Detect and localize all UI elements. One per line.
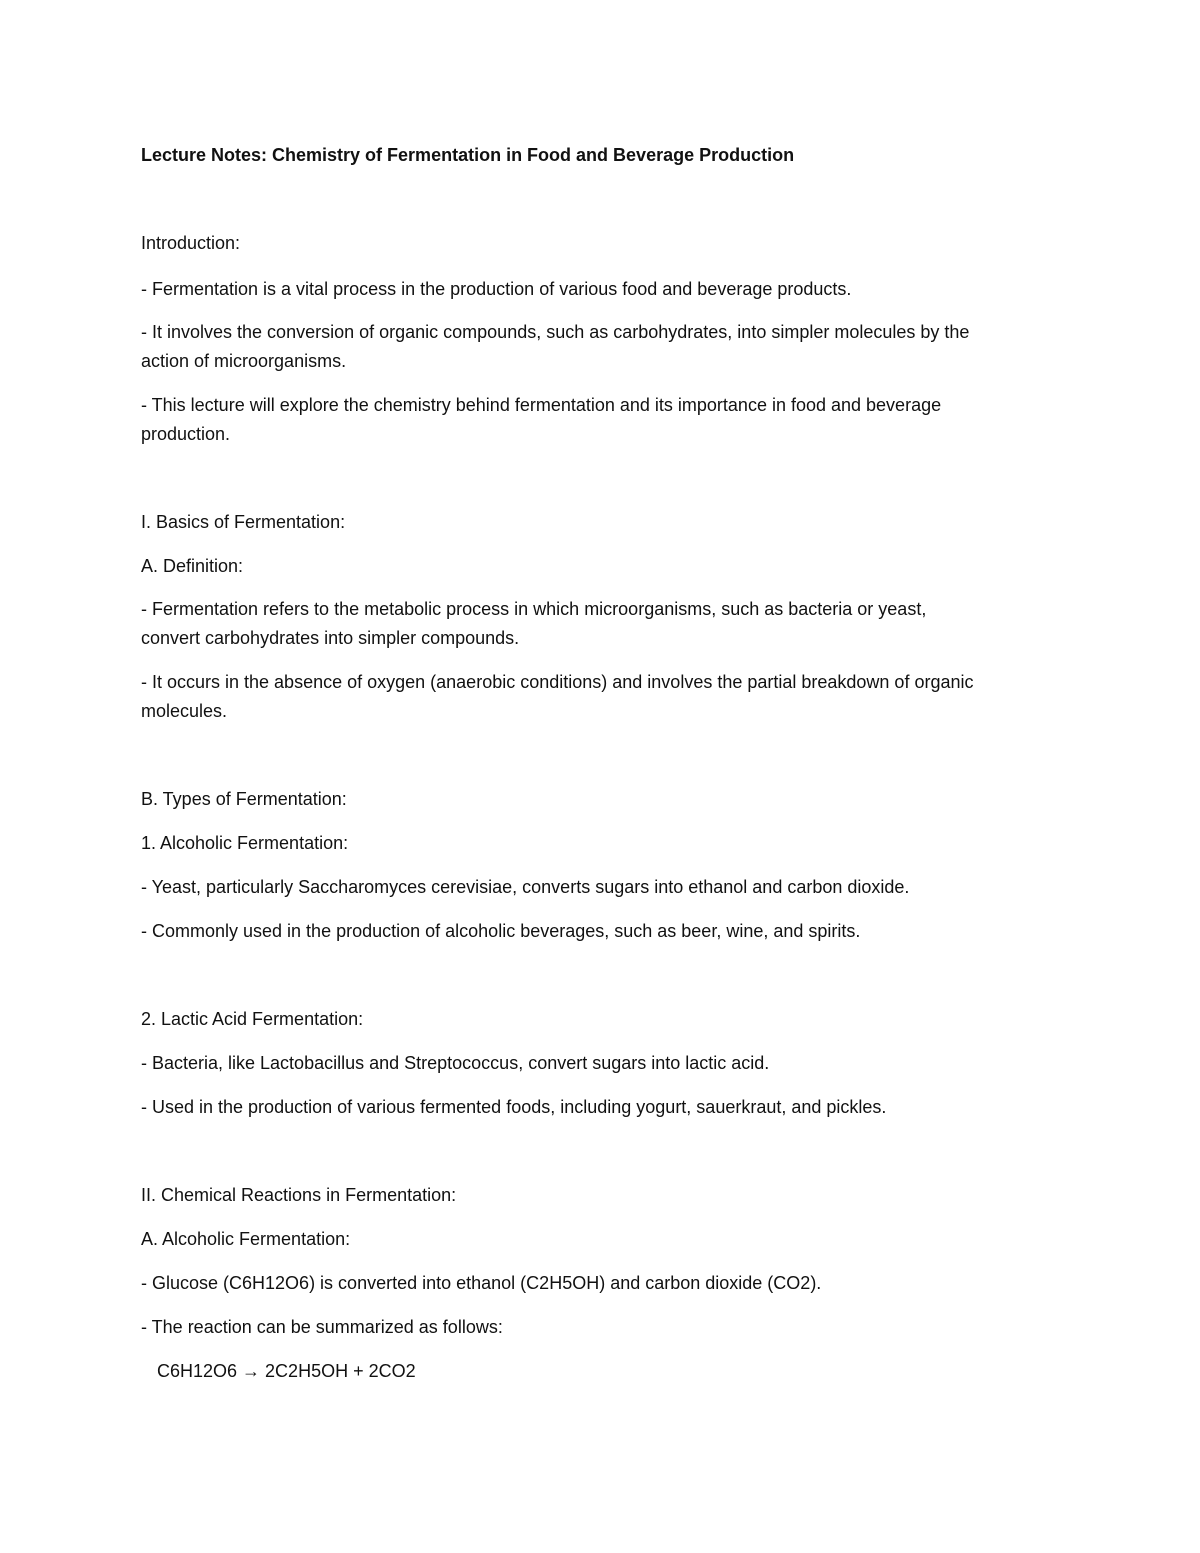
reaction-alcoholic-heading: A. Alcoholic Fermentation:	[141, 1229, 351, 1249]
lactic-fermentation-heading: 2. Lactic Acid Fermentation:	[141, 1009, 364, 1029]
document-page	[141, 0, 1061, 1553]
intro-bullet-1: - Fermentation is a vital process in the production of various food and beverage products.	[141, 279, 852, 299]
intro-bullet-2-line-1: - It involves the conversion of organic compounds, such as carbohydrates, into simpler molecules by the	[141, 322, 970, 342]
lactic-bullet-2: - Used in the production of various fermented foods, including yogurt, sauerkraut, and pickles.	[141, 1097, 887, 1117]
document-title: Lecture Notes: Chemistry of Fermentation in Food and Beverage Production	[141, 145, 795, 165]
reaction-bullet-2: - The reaction can be summarized as follows:	[141, 1317, 503, 1337]
lactic-bullet-1: - Bacteria, like Lactobacillus and Streptococcus, convert sugars into lactic acid.	[141, 1053, 770, 1073]
alcoholic-bullet-2: - Commonly used in the production of alcoholic beverages, such as beer, wine, and spirits.	[141, 921, 861, 941]
section-1-heading: I. Basics of Fermentation:	[141, 512, 346, 532]
section-2-heading: II. Chemical Reactions in Fermentation:	[141, 1185, 457, 1205]
alcoholic-fermentation-heading: 1. Alcoholic Fermentation:	[141, 833, 349, 853]
intro-heading: Introduction:	[141, 233, 241, 253]
definition-bullet-1-line-1: - Fermentation refers to the metabolic process in which microorganisms, such as bacteria or yeast,	[141, 599, 927, 619]
definition-bullet-2-line-2: molecules.	[141, 701, 228, 721]
fermentation-equation: C6H12O6 → 2C2H5OH + 2CO2	[157, 1361, 416, 1381]
definition-heading: A. Definition:	[141, 556, 244, 576]
types-heading: B. Types of Fermentation:	[141, 789, 347, 809]
alcoholic-bullet-1: - Yeast, particularly Saccharomyces cerevisiae, converts sugars into ethanol and carbon dioxide.	[141, 877, 910, 897]
definition-bullet-2-line-1: - It occurs in the absence of oxygen (anaerobic conditions) and involves the partial breakdown of organic	[141, 672, 974, 692]
intro-bullet-2-line-2: action of microorganisms.	[141, 351, 347, 371]
reaction-bullet-1: - Glucose (C6H12O6) is converted into ethanol (C2H5OH) and carbon dioxide (CO2).	[141, 1273, 822, 1293]
definition-bullet-1-line-2: convert carbohydrates into simpler compounds.	[141, 628, 520, 648]
intro-bullet-3-line-1: - This lecture will explore the chemistry behind fermentation and its importance in food and beverage	[141, 395, 942, 415]
intro-bullet-3-line-2: production.	[141, 424, 231, 444]
